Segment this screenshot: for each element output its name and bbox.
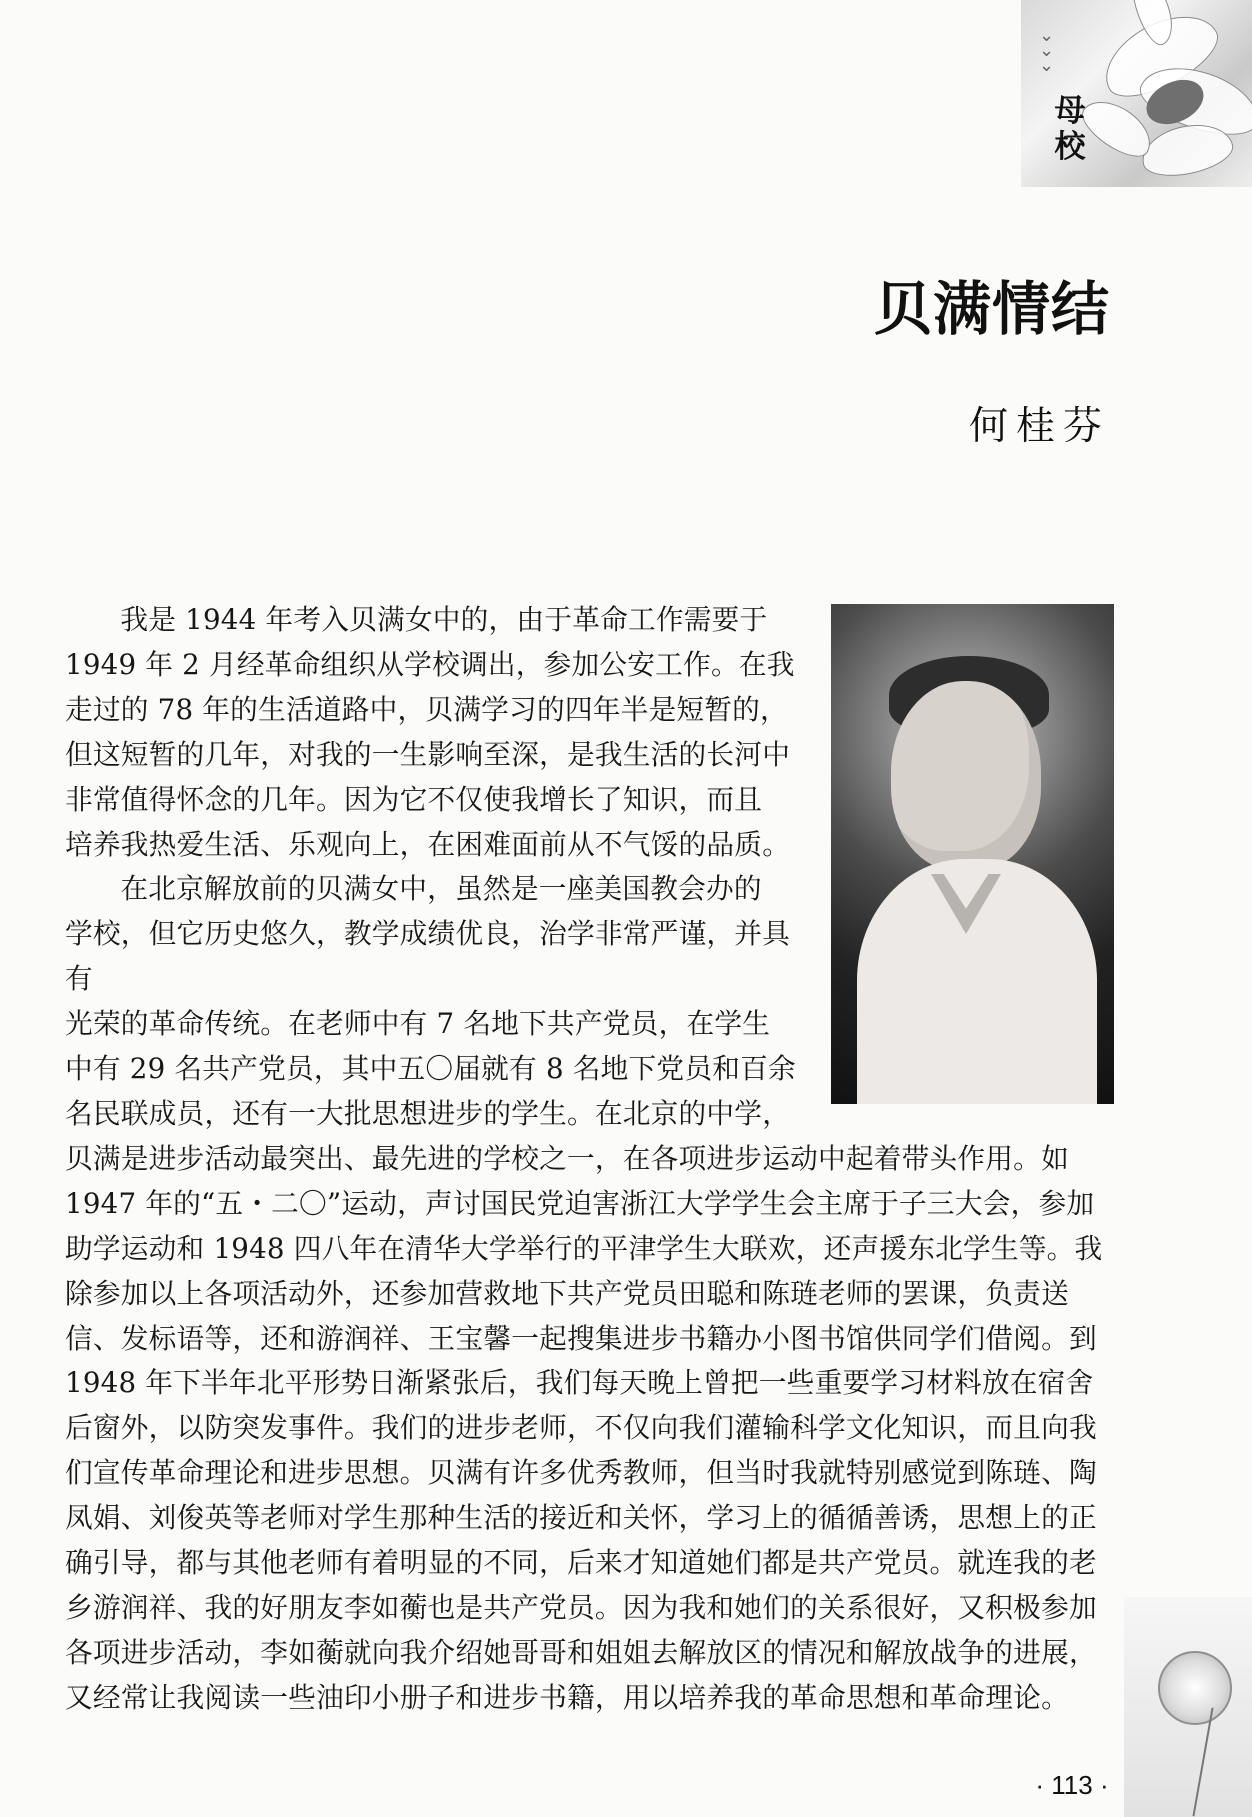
paragraph-line: 光荣的革命传统。在老师中有 7 名地下共产党员，在学生	[65, 1007, 771, 1041]
flower-icon	[1158, 1651, 1232, 1725]
paragraph-2-intro	[65, 867, 810, 1136]
paragraph-line: 学校，但它历史悠久，教学成绩优良，治学非常严谨，并具有	[65, 917, 791, 996]
paragraph-line: 信、发标语等，还和游润祥、王宝馨一起搜集进步书籍办小图书馆供同学们借阅。到	[65, 1321, 1097, 1355]
paragraph-line: 凤娟、刘俊英等老师对学生那种生活的接近和关怀，学习上的循循善诱，思想上的正	[65, 1501, 1097, 1535]
paragraph-line: 名民联成员，还有一大批思想进步的学生。在北京的中学，	[65, 1096, 791, 1130]
paragraph-line: 又经常让我阅读一些油印小册子和进步书籍，用以培养我的革命思想和革命理论。	[65, 1680, 1069, 1714]
chevron-down-icon: ⌄ ⌄ ⌄	[1039, 25, 1055, 76]
paragraph-line: 中有 29 名共产党员，其中五〇届就有 8 名地下党员和百余	[65, 1052, 796, 1086]
section-label: 母校	[1054, 93, 1086, 165]
paragraph-line: 乡游润祥、我的好朋友李如蘅也是共产党员。因为我和她们的关系很好，又积极参加	[65, 1590, 1097, 1624]
paragraph-line: 各项进步活动，李如蘅就向我介绍她哥哥和姐姐去解放区的情况和解放战争的进展，	[65, 1635, 1097, 1669]
paragraph-line: 在北京解放前的贝满女中，虽然是一座美国教会办的	[120, 872, 762, 906]
paragraph-line: 贝满是进步活动最突出、最先进的学校之一，在各项进步运动中起着带头作用。如	[65, 1141, 1069, 1175]
article-title: 贝满情结	[873, 275, 1110, 343]
paragraph-line: 助学运动和 1948 四八年在清华大学举行的平津学生大联欢，还声援东北学生等。我	[65, 1231, 1103, 1265]
paragraph-1	[65, 598, 810, 867]
page-number: · 113 ·	[1035, 1770, 1109, 1800]
paragraph-line: 确引导，都与其他老师有着明显的不同，后来才知道她们都是共产党员。就连我的老	[65, 1546, 1097, 1580]
paragraph-line: 我是 1944 年考入贝满女中的，由于革命工作需要于	[120, 603, 768, 636]
footer-flower-decoration	[1124, 1597, 1252, 1817]
paragraph-line: 除参加以上各项活动外，还参加营救地下共产党员田聪和陈琏老师的罢课，负责送	[65, 1276, 1069, 1310]
header-flower-decoration	[1021, 0, 1252, 187]
paragraph-line: 走过的 78 年的生活道路中，贝满学习的四年半是短暂的，	[65, 692, 788, 726]
paragraph-line: 1949 年 2 月经革命组织从学校调出，参加公安工作。在我	[65, 647, 795, 681]
paragraph-line: 非常值得怀念的几年。因为它不仅使我增长了知识，而且	[65, 782, 763, 816]
paragraph-line: 1947 年的“五・二〇”运动，声讨国民党迫害浙江大学学生会主席于子三大会，参加	[65, 1186, 1095, 1220]
article-author: 何桂芬	[968, 404, 1110, 449]
paragraph-line: 但这短暂的几年，对我的一生影响至深，是我生活的长河中	[65, 737, 791, 771]
paragraph-line: 后窗外，以防突发事件。我们的进步老师，不仅向我们灌输科学文化知识，而且向我	[65, 1411, 1097, 1445]
paragraph-2-continued	[65, 1137, 1125, 1721]
paragraph-line: 培养我热爱生活、乐观向上，在困难面前从不气馁的品质。	[65, 827, 791, 861]
paragraph-line: 1948 年下半年北平形势日渐紧张后，我们每天晚上曾把一些重要学习材料放在宿舍	[65, 1366, 1094, 1400]
paragraph-line: 们宣传革命理论和进步思想。贝满有许多优秀教师，但当时我就特别感觉到陈琏、陶	[65, 1456, 1097, 1490]
article-body	[65, 598, 1125, 1721]
